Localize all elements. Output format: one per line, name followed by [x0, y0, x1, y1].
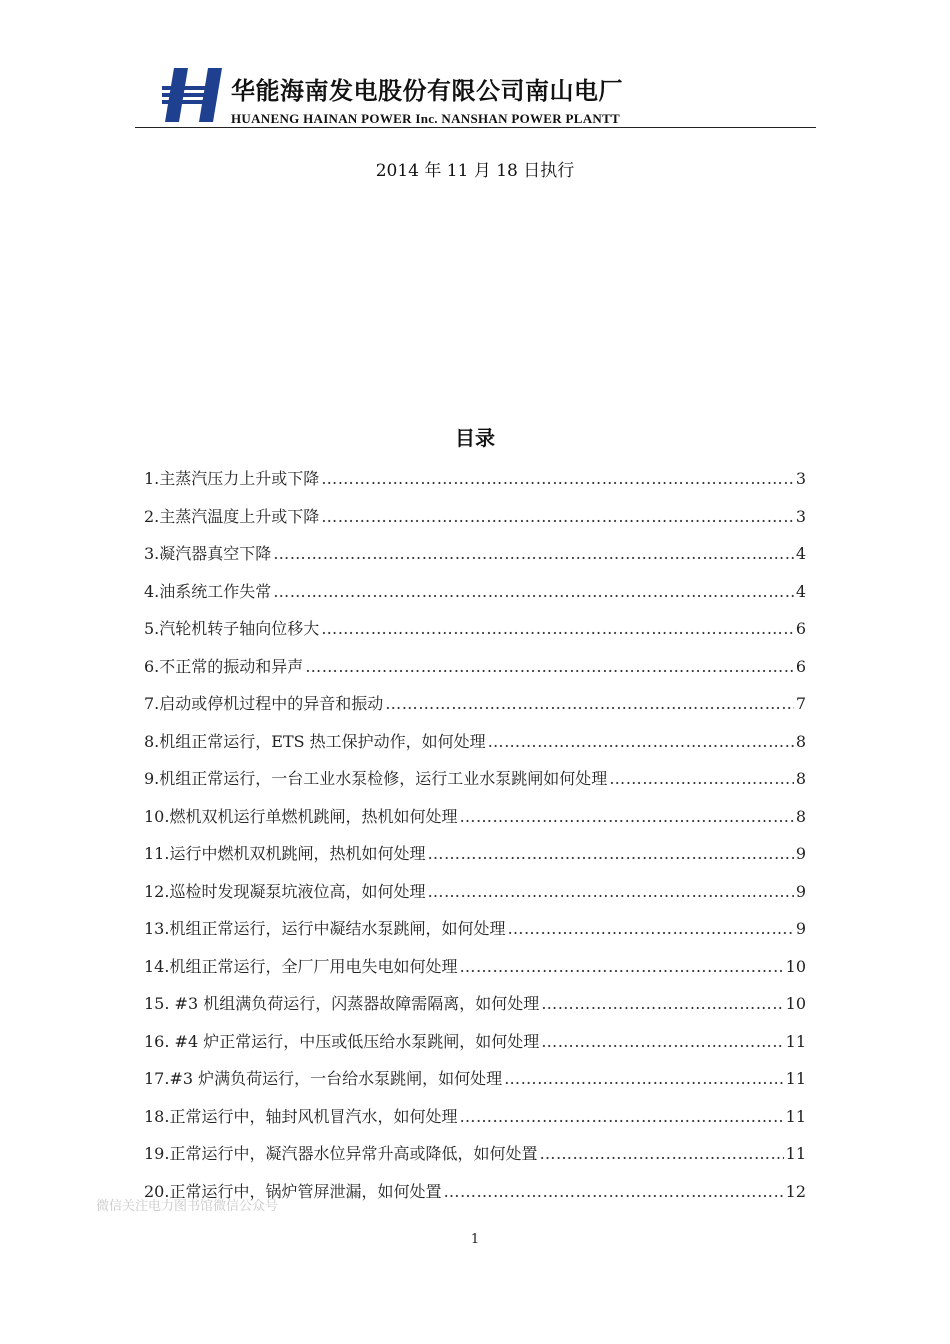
- toc-entry-page: 4: [795, 544, 806, 563]
- toc-entry-page: 7: [795, 694, 806, 713]
- execution-date: 2014 年 11 月 18 日执行: [375, 161, 575, 181]
- toc-entry-label: 1.主蒸汽压力上升或下降: [144, 469, 320, 488]
- toc-dot-leader: [321, 502, 794, 532]
- toc-dot-leader: [427, 877, 793, 907]
- toc-entry-label: 10.燃机双机运行单燃机跳闸，热机如何处理: [144, 806, 458, 826]
- toc-entry-page: 11: [785, 1031, 806, 1051]
- toc-dot-leader: [507, 914, 793, 944]
- toc-entry-label: 2.主蒸汽温度上升或下降: [144, 506, 320, 526]
- toc-entry-page: 11: [785, 1106, 806, 1126]
- toc-entry[interactable]: [144, 689, 806, 727]
- toc-entry-label: 3.凝汽器真空下降: [144, 544, 272, 563]
- toc-entry[interactable]: [144, 802, 806, 840]
- toc-entry[interactable]: [144, 577, 806, 615]
- toc-entry-page: 4: [795, 581, 806, 601]
- toc-entry-label: 11.运行中燃机双机跳闸，热机如何处理: [144, 844, 426, 863]
- toc-entry[interactable]: [144, 1139, 806, 1177]
- toc-entry[interactable]: [144, 1064, 806, 1102]
- toc-dot-leader: [321, 464, 794, 494]
- toc-dot-leader: [539, 1139, 783, 1169]
- toc-entry[interactable]: [144, 502, 806, 540]
- page-number: 1: [470, 1232, 480, 1247]
- toc-dot-leader: [459, 952, 783, 982]
- toc-dot-leader: [427, 839, 793, 869]
- toc-dot-leader: [443, 1177, 783, 1207]
- company-name-cn: 华能海南发电股份有限公司南山电厂: [231, 77, 623, 105]
- toc-entry[interactable]: [144, 727, 806, 765]
- toc-entry[interactable]: [144, 839, 806, 877]
- toc-entry-page: 6: [795, 656, 806, 676]
- toc-entry[interactable]: [144, 1027, 806, 1065]
- toc-entry-page: 9: [795, 881, 806, 901]
- huaneng-logo-icon: [162, 68, 222, 122]
- toc-entry-label: 16. #4 炉正常运行，中压或低压给水泵跳闸，如何处理: [144, 1031, 540, 1051]
- table-of-contents: [144, 464, 806, 1214]
- toc-entry-label: 6.不正常的振动和异声: [144, 656, 304, 676]
- toc-entry-label: 19.正常运行中，凝汽器水位异常升高或降低，如何处置: [144, 1144, 538, 1163]
- toc-entry[interactable]: [144, 652, 806, 690]
- toc-entry[interactable]: [144, 877, 806, 915]
- toc-entry-page: 8: [795, 731, 806, 751]
- toc-dot-leader: [488, 727, 794, 757]
- watermark: 微信关注电力图书馆微信公众号: [96, 1199, 279, 1214]
- toc-dot-leader: [273, 539, 794, 569]
- toc-entry-page: 9: [795, 919, 806, 938]
- header-divider: [135, 127, 816, 128]
- toc-entry-page: 6: [795, 619, 806, 638]
- toc-entry-label: 14.机组正常运行，全厂厂用电失电如何处理: [144, 956, 458, 976]
- toc-entry-label: 4.油系统工作失常: [144, 581, 272, 601]
- toc-entry-label: 18.正常运行中，轴封风机冒汽水，如何处理: [144, 1106, 458, 1126]
- toc-dot-leader: [305, 652, 794, 682]
- toc-entry-page: 10: [785, 956, 806, 976]
- toc-entry[interactable]: [144, 989, 806, 1027]
- toc-entry-label: 17.#3 炉满负荷运行，一台给水泵跳闸，如何处理: [144, 1069, 503, 1088]
- toc-dot-leader: [273, 577, 794, 607]
- toc-entry-label: 5.汽轮机转子轴向位移大: [144, 619, 320, 638]
- toc-entry-page: 8: [795, 769, 806, 788]
- toc-dot-leader: [609, 764, 794, 794]
- toc-entry-label: 7.启动或停机过程中的异音和振动: [144, 694, 384, 713]
- toc-entry-label: 13.机组正常运行，运行中凝结水泵跳闸，如何处理: [144, 919, 506, 938]
- toc-entry-page: 9: [795, 844, 806, 863]
- toc-dot-leader: [541, 989, 783, 1019]
- toc-dot-leader: [504, 1064, 784, 1094]
- toc-entry[interactable]: [144, 1102, 806, 1140]
- toc-entry[interactable]: [144, 464, 806, 502]
- toc-entry[interactable]: [144, 539, 806, 577]
- company-name-en: HUANENG HAINAN POWER Inc. NANSHAN POWER PLANTT: [231, 111, 621, 126]
- toc-dot-leader: [459, 1102, 783, 1132]
- toc-entry-page: 3: [795, 506, 806, 526]
- toc-entry-page: 11: [785, 1069, 806, 1088]
- toc-entry-label: 12.巡检时发现凝泵坑液位高，如何处理: [144, 881, 426, 901]
- toc-dot-leader: [385, 689, 794, 719]
- toc-entry-page: 11: [785, 1144, 806, 1163]
- toc-entry-page: 10: [785, 994, 806, 1013]
- toc-entry[interactable]: [144, 614, 806, 652]
- toc-entry-page: 12: [785, 1181, 806, 1201]
- toc-entry[interactable]: [144, 914, 806, 952]
- toc-dot-leader: [541, 1027, 783, 1057]
- toc-dot-leader: [459, 802, 793, 832]
- toc-entry-page: 3: [795, 469, 806, 488]
- toc-entry-label: 20.正常运行中，锅炉管屏泄漏，如何处置: [144, 1181, 442, 1201]
- toc-entry-label: 8.机组正常运行，ETS 热工保护动作，如何处理: [144, 731, 486, 751]
- toc-entry[interactable]: [144, 952, 806, 990]
- toc-entry-label: 15. #3 机组满负荷运行，闪蒸器故障需隔离，如何处理: [144, 994, 540, 1013]
- toc-title: 目录: [455, 426, 495, 450]
- toc-dot-leader: [321, 614, 794, 644]
- toc-entry-label: 9.机组正常运行，一台工业水泵检修，运行工业水泵跳闸如何处理: [144, 769, 608, 788]
- toc-entry-page: 8: [795, 806, 806, 826]
- toc-entry[interactable]: [144, 764, 806, 802]
